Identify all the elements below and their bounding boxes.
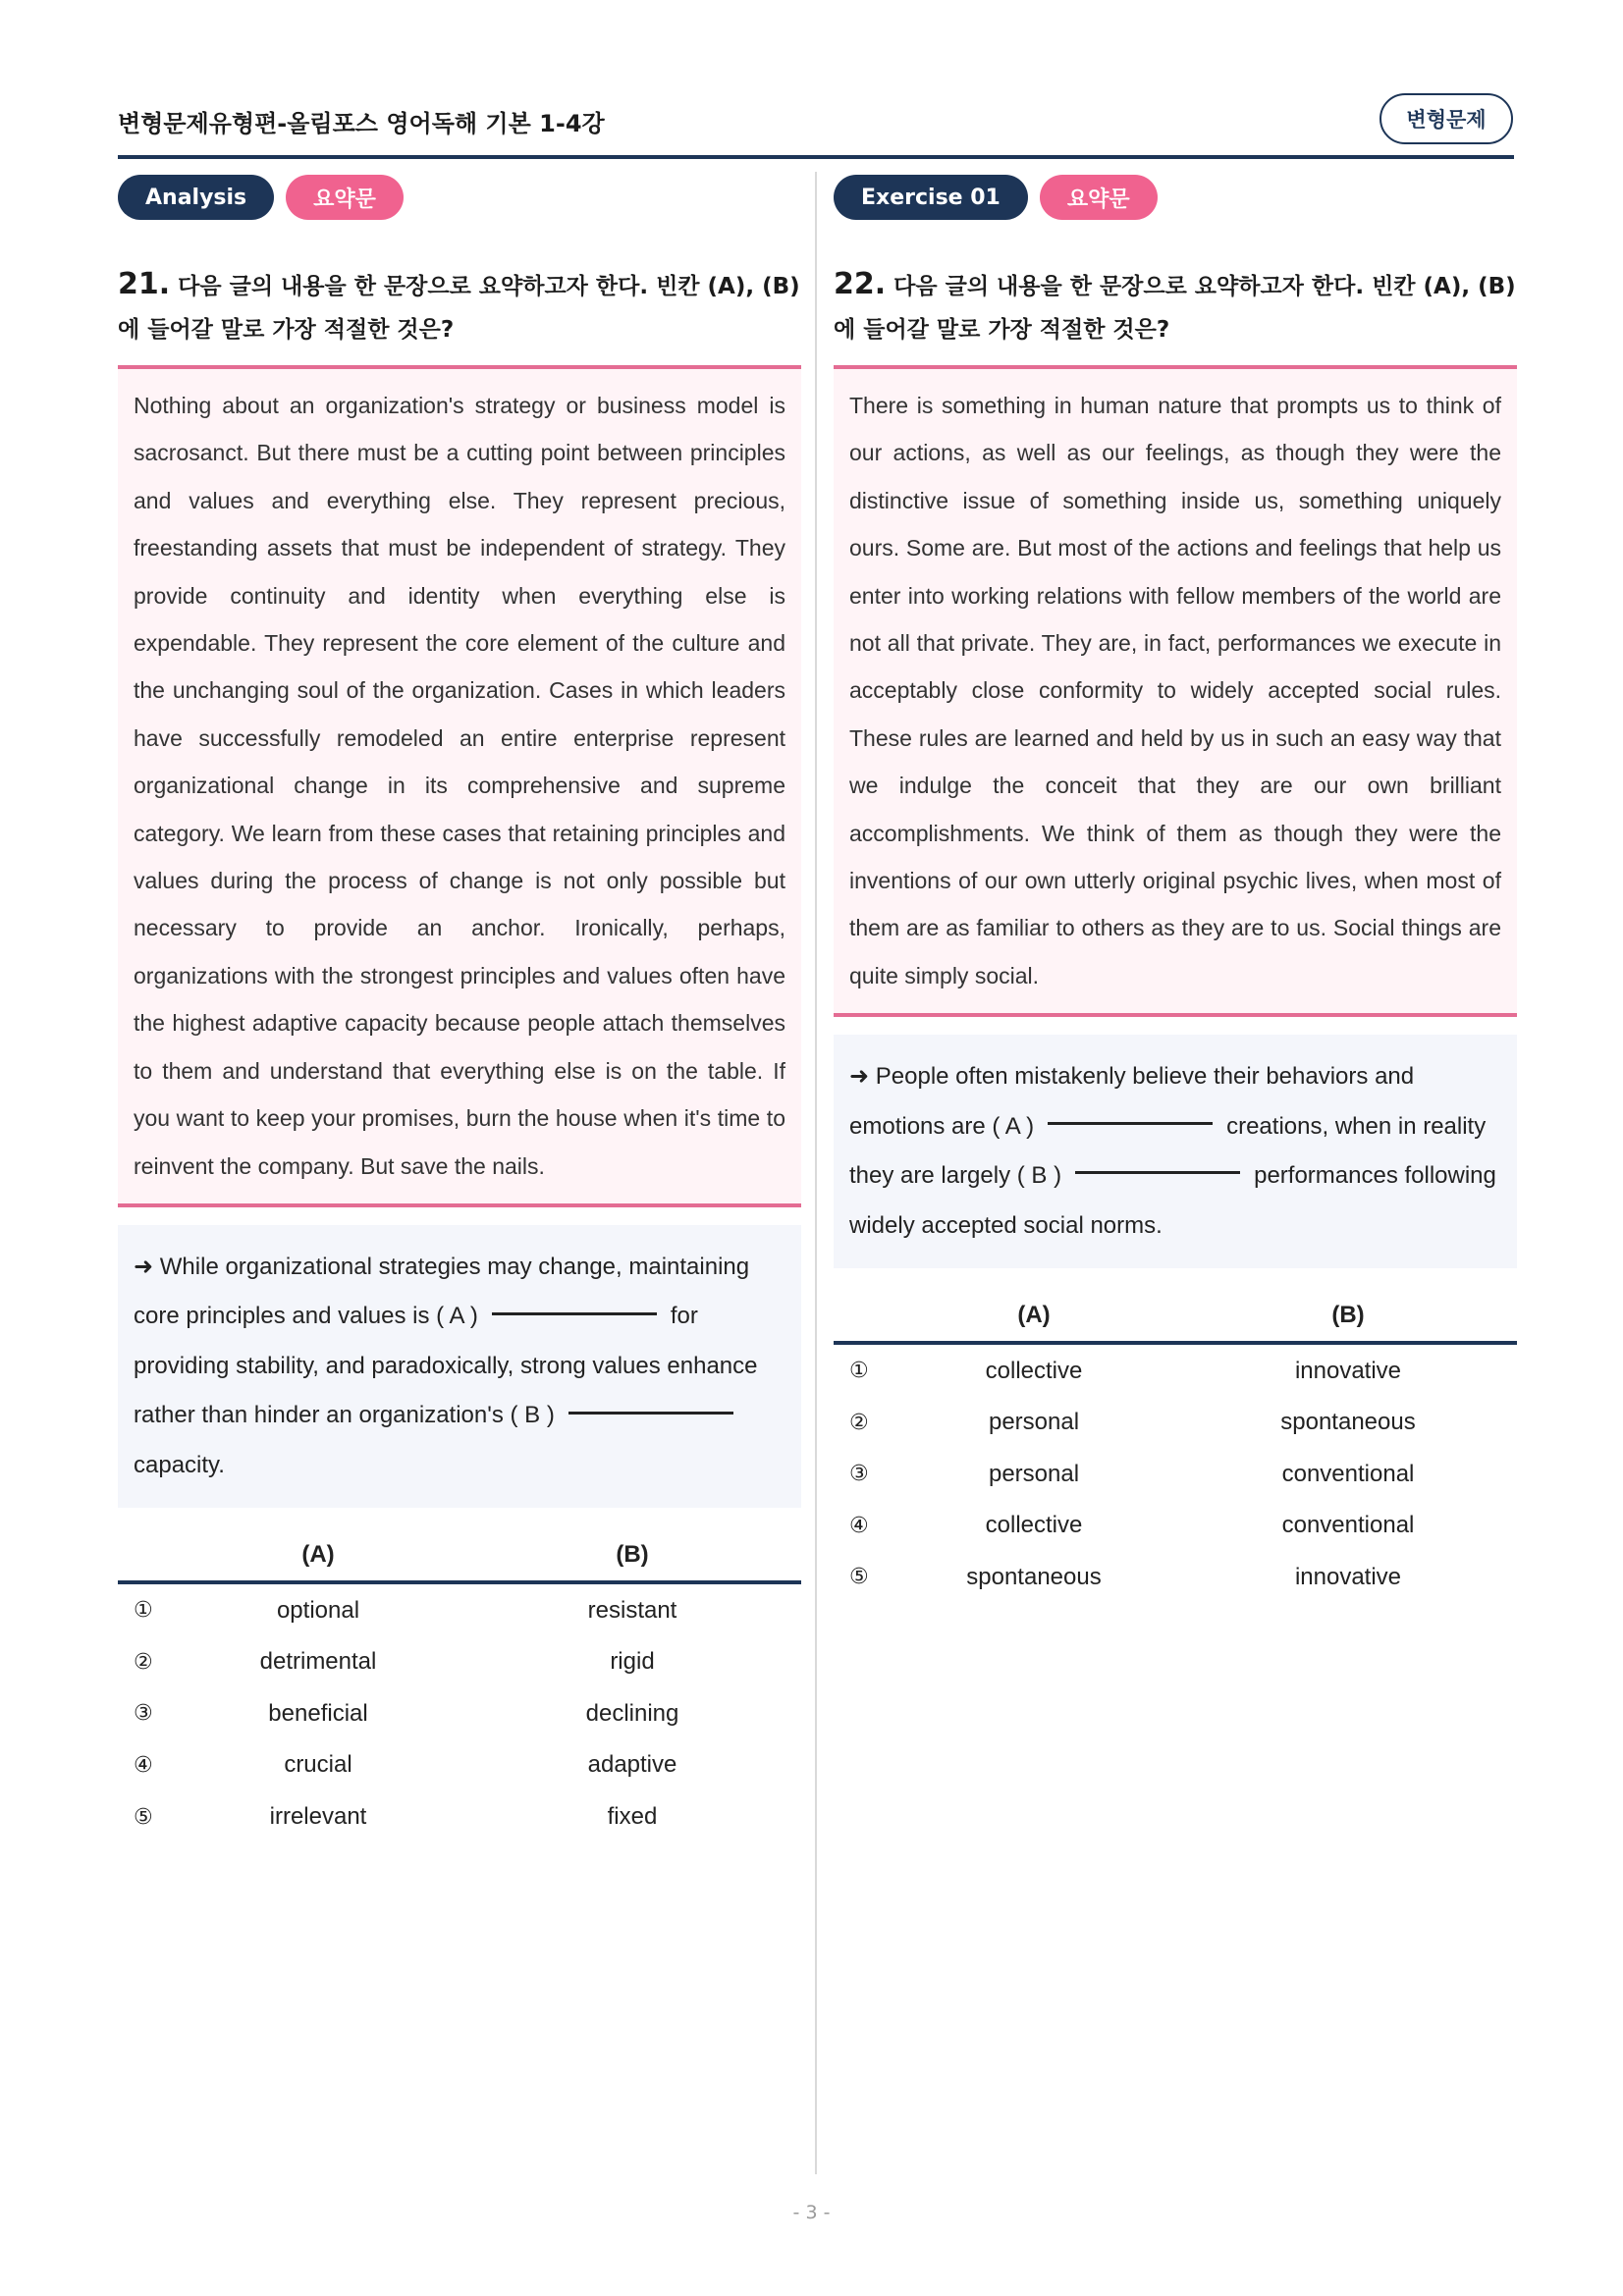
answer-option-1[interactable]: ① collective innovative [849,1357,1402,1384]
blank-b [1075,1171,1240,1174]
answer-header [834,1290,1517,1345]
answer-header [118,1529,801,1584]
question-22-column [834,175,1517,1603]
page-number: - 3 - [792,2202,831,2223]
answer-option-2[interactable]: ② detrimental rigid [134,1648,655,1676]
summary-22 [834,1035,1517,1268]
summary-21 [118,1225,801,1509]
summary-tag: 요약문 [1040,175,1158,220]
summary-text-1: ➜ While organizational strategies may change, maintaining core principles and values is ( A ) [134,1253,750,1330]
header-divider [118,155,1514,159]
document-title: 변형문제유형편-올림포스 영어독해 기본 1-4강 [118,110,605,137]
summary-text-2: for providing stability, and paradoxically, strong values enhance rather than hinder an organization's ( B ) [134,1303,758,1429]
tag-row [118,175,801,222]
answer-option-4[interactable]: ④ crucial adaptive [134,1751,677,1779]
blank-b [568,1412,733,1415]
summary-text-2: creations, when in reality they are largely ( B ) [849,1112,1487,1190]
column-divider [815,172,817,2174]
answer-option-4[interactable]: ④ collective conventional [849,1512,1415,1539]
header-b: (B) [1331,1302,1365,1329]
answer-option-5[interactable]: ⑤ spontaneous innovative [849,1563,1402,1590]
summary-text-3: capacity. [134,1451,225,1478]
answer-option-5[interactable]: ⑤ irrelevant fixed [134,1803,658,1831]
header-a: (A) [1017,1302,1051,1329]
question-text: 다음 글의 내용을 한 문장으로 요약하고자 한다. 빈칸 (A), (B)에 들어갈 말로 가장 적절한 것은? [118,274,800,343]
summary-tag: 요약문 [286,175,404,220]
question-number: 21. [118,267,171,301]
question-number: 22. [834,267,887,301]
answer-option-1[interactable]: ① optional resistant [134,1596,677,1624]
passage-21: Nothing about an organization's strategy or business model is sacrosanct. But there must be a cutting point between principles and values and everything else. They represent precious, freestanding assets that must be independent of strategy. They provide continuity and identity when everything else is expendable. They represent the core element of the culture and the unchanging soul of the organization. Cases in which leaders have successfully remodeled an entire enterprise represent organizational change in its comprehensive and supreme category. We learn from these cases that retaining principles and values during the process of change is not only possible but necessary to provide an anchor. Ironically, perhaps, organizations with the strongest principles and values often have the highest adaptive capacity because people attach themselves to them and understand that everything else is on the table. If you want to keep your promises, burn the house when it's time to reinvent the company. But save the nails. [118,365,801,1207]
question-21-prompt [118,263,801,365]
analysis-tag: Analysis [118,175,274,220]
answer-table-21 [118,1529,801,1842]
exercise-tag: Exercise 01 [834,175,1028,220]
header-a: (A) [301,1541,335,1569]
question-21-column [118,175,801,1842]
passage-22: There is something in human nature that prompts us to think of our actions, as well as our feelings, as though they were the distinctive issue of something inside us, something uniquely ours. Some are. But most of the actions and feelings that help us enter into working relations with fellow members of the world are not all that private. They are, in fact, performances we execute in acceptably close conformity to widely accepted social rules. These rules are learned and held by us in such an easy way that we indulge the conceit that they are our own brilliant accomplishments. We think of them as though they were the inventions of our own utterly original psychic lives, when most of them are as familiar to others as they are to us. Social things are quite simply social. [834,365,1517,1017]
answer-table-22 [834,1290,1517,1603]
blank-a [1048,1122,1213,1125]
answer-option-3[interactable]: ③ beneficial declining [134,1699,679,1727]
question-text: 다음 글의 내용을 한 문장으로 요약하고자 한다. 빈칸 (A), (B)에 들어갈 말로 가장 적절한 것은? [834,274,1516,343]
header-b: (B) [616,1541,649,1569]
question-22-prompt [834,263,1517,365]
type-badge: 변형문제 [1380,93,1513,144]
summary-text-3: performances following widely accepted social norms. [849,1162,1496,1239]
answer-option-3[interactable]: ③ personal conventional [849,1460,1415,1487]
answer-option-2[interactable]: ② personal spontaneous [849,1409,1416,1436]
blank-a [492,1312,657,1315]
summary-text-1: ➜ People often mistakenly believe their behaviors and emotions are ( A ) [849,1063,1415,1140]
tag-row [834,175,1517,222]
